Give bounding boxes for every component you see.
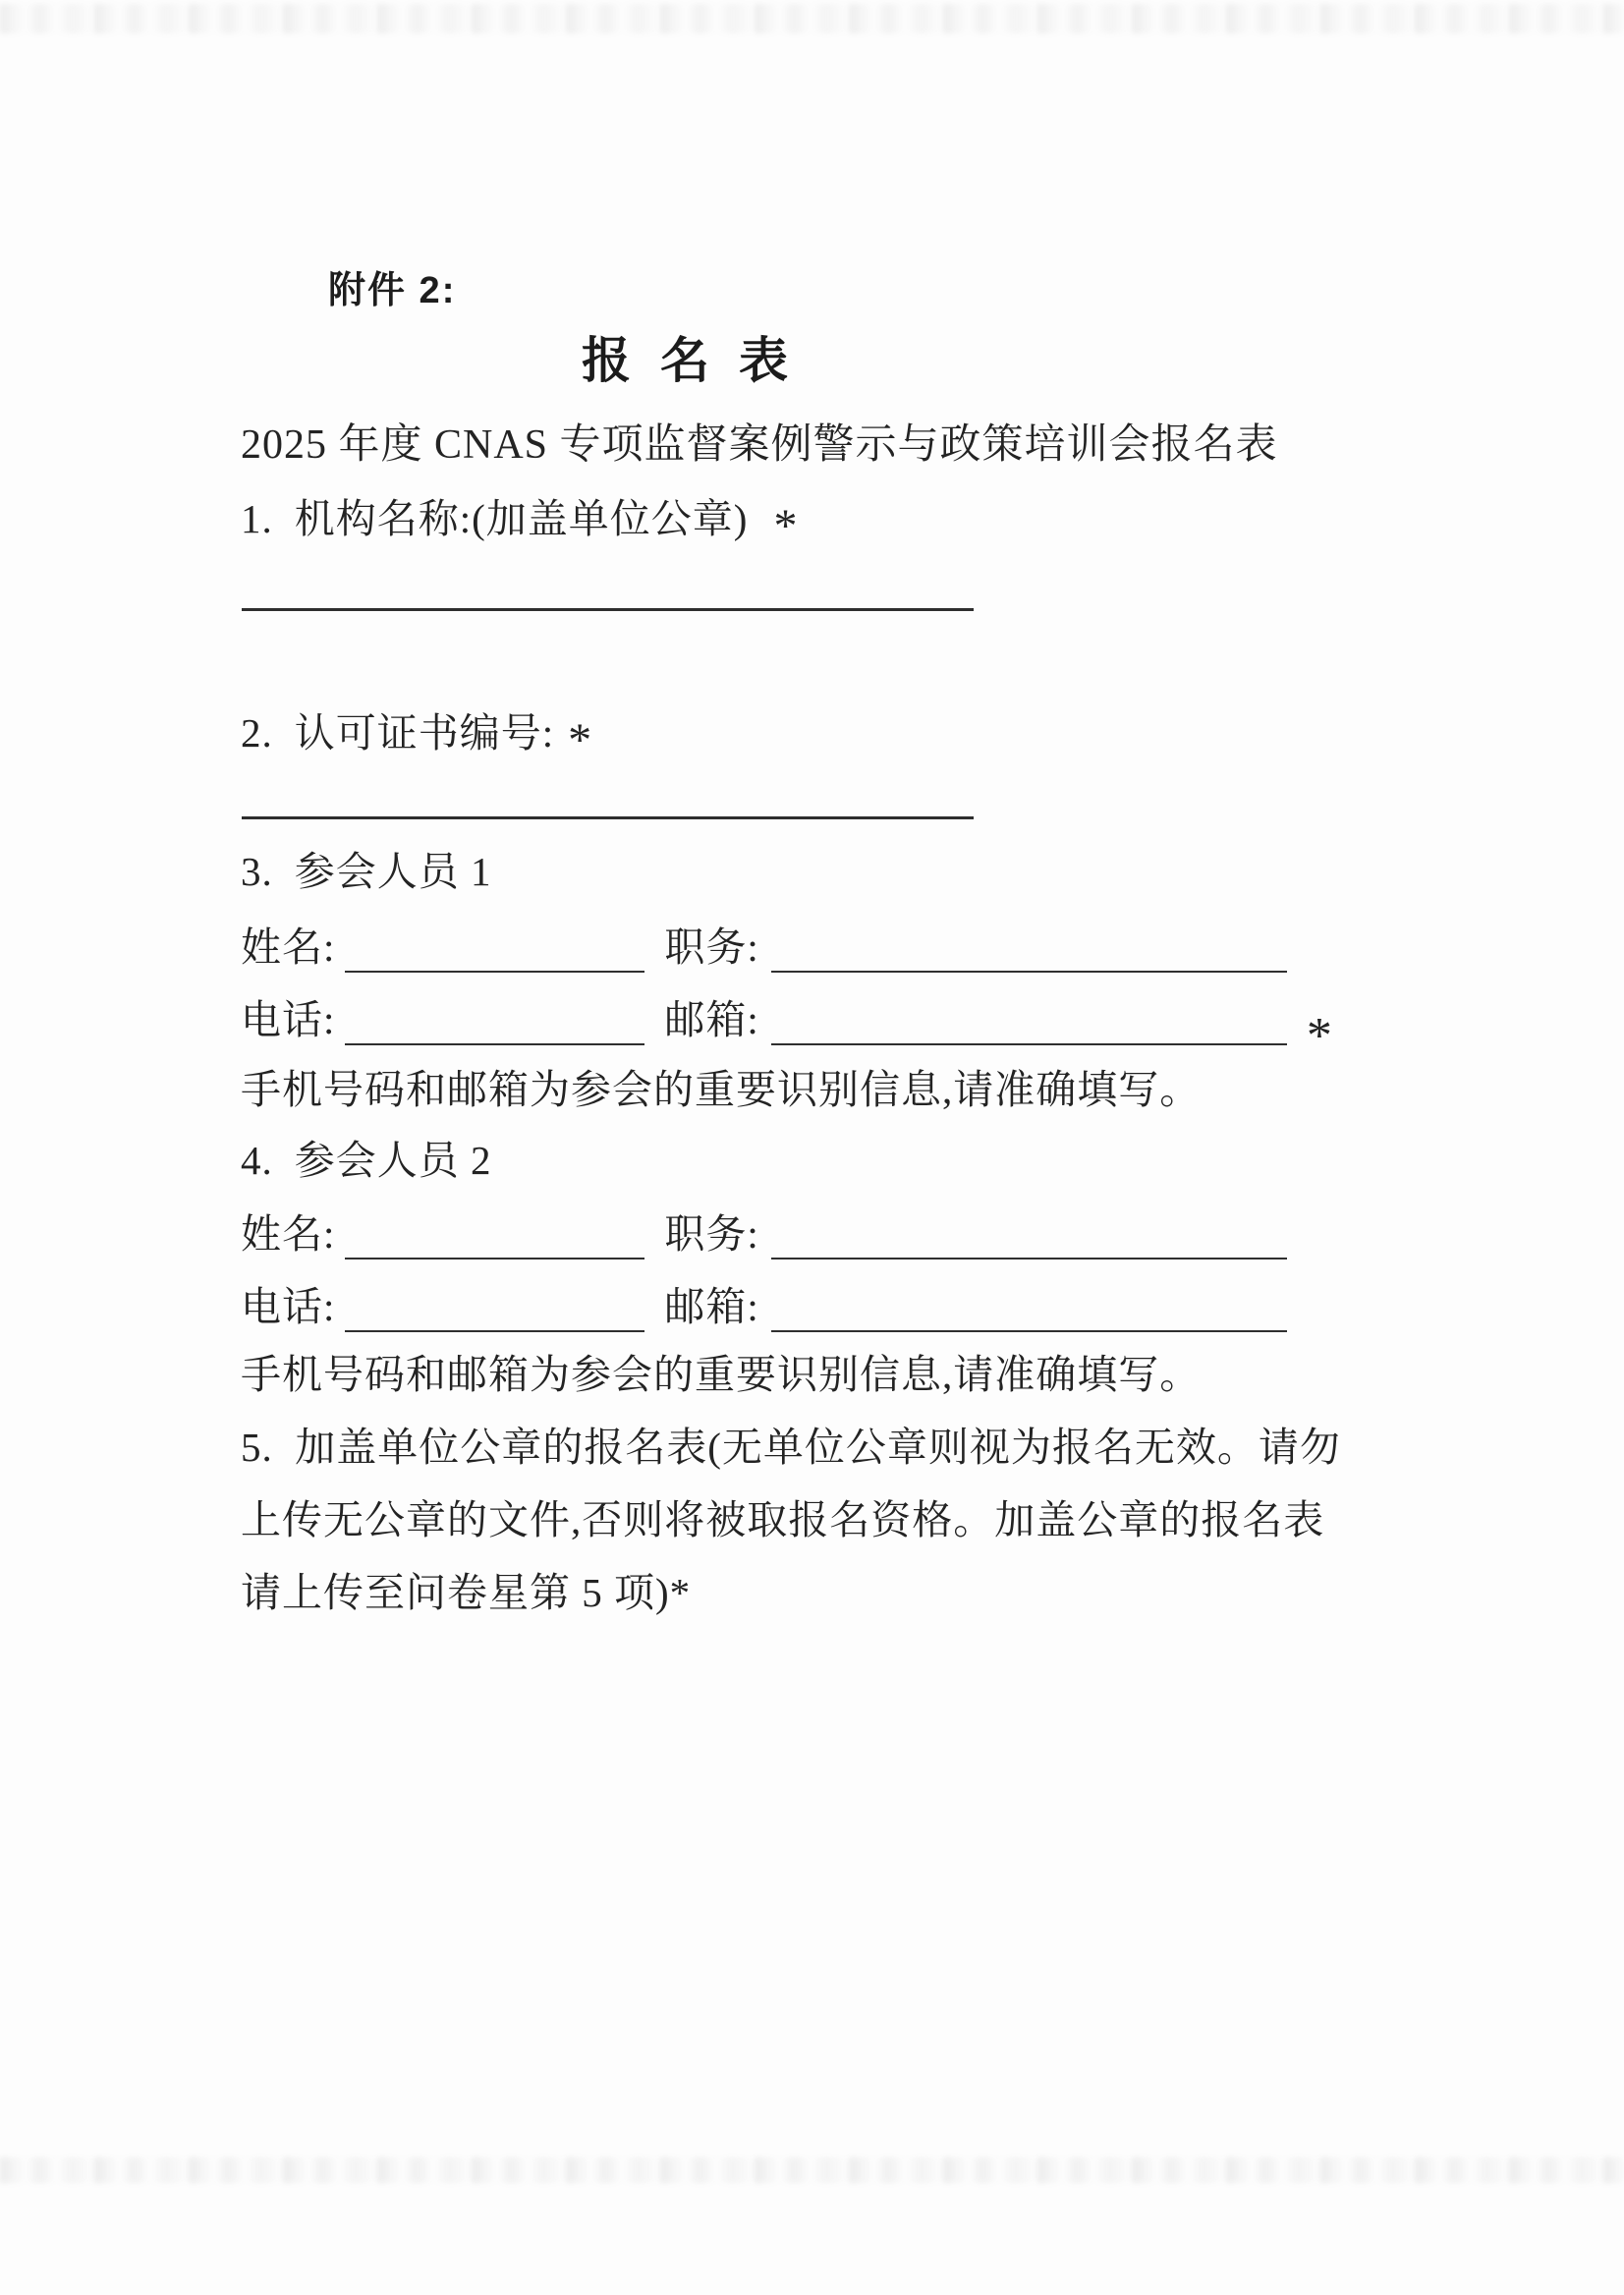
field-org-name-label (241, 494, 799, 552)
email-blank (771, 1000, 1287, 1045)
field-cert-no-label (241, 708, 593, 766)
item-label: 参会人员 2 (294, 1138, 492, 1183)
phone-label: 电话: (241, 1284, 336, 1329)
stamp-note-line: 上传无公章的文件,否则将被取报名资格。加盖公章的报名表 (241, 1497, 1325, 1542)
scan-artifact-band-bottom (0, 2157, 1624, 2183)
cert-no-blank-line (242, 771, 974, 819)
position-blank (771, 927, 1287, 973)
attendee2-contact-row (241, 1284, 1287, 1332)
required-asterisk: * (568, 714, 593, 766)
attendee2-name-row (241, 1211, 1287, 1259)
attachment-label: 附件 2: (328, 270, 457, 311)
attendee2-heading (241, 1138, 492, 1183)
email-label: 邮箱: (664, 1284, 759, 1329)
position-label: 职务: (664, 924, 759, 970)
scan-artifact-band-top (0, 4, 1624, 33)
phone-blank (345, 1000, 644, 1045)
email-blank (771, 1287, 1287, 1332)
name-label: 姓名: (241, 924, 336, 970)
required-asterisk: * (773, 500, 799, 552)
item-number: 2. (241, 710, 273, 756)
item-number: 4. (241, 1138, 273, 1183)
name-label: 姓名: (241, 1211, 336, 1257)
attendee1-heading (241, 849, 492, 894)
attendee1-note: 手机号码和邮箱为参会的重要识别信息,请准确填写。 (241, 1067, 1202, 1112)
required-asterisk: * (1306, 1008, 1333, 1064)
attendee1-name-row (241, 924, 1287, 973)
org-name-blank-line (242, 563, 974, 611)
phone-blank (345, 1287, 644, 1332)
position-blank (771, 1214, 1287, 1259)
attendee2-note: 手机号码和邮箱为参会的重要识别信息,请准确填写。 (241, 1352, 1202, 1397)
item-label: 认可证书编号: (294, 710, 555, 756)
form-title: 2025 年度 CNAS 专项监督案例警示与政策培训会报名表 (241, 422, 1278, 468)
page-title: 报名表 (582, 333, 817, 388)
attendee1-contact-row (241, 997, 1333, 1064)
item-label: 机构名称:(加盖单位公章) (294, 496, 749, 541)
stamp-note-line: 5. 加盖单位公章的报名表(无单位公章则视为报名无效。请勿 (241, 1425, 1341, 1470)
phone-label: 电话: (241, 997, 336, 1042)
stamp-note-line: 请上传至问卷星第 5 项)* (241, 1570, 692, 1615)
item-label: 参会人员 1 (294, 849, 492, 894)
name-blank (345, 1214, 644, 1259)
item-number: 3. (241, 849, 273, 894)
email-label: 邮箱: (664, 997, 759, 1042)
position-label: 职务: (664, 1211, 759, 1257)
name-blank (345, 927, 644, 973)
item-number: 1. (241, 496, 273, 541)
